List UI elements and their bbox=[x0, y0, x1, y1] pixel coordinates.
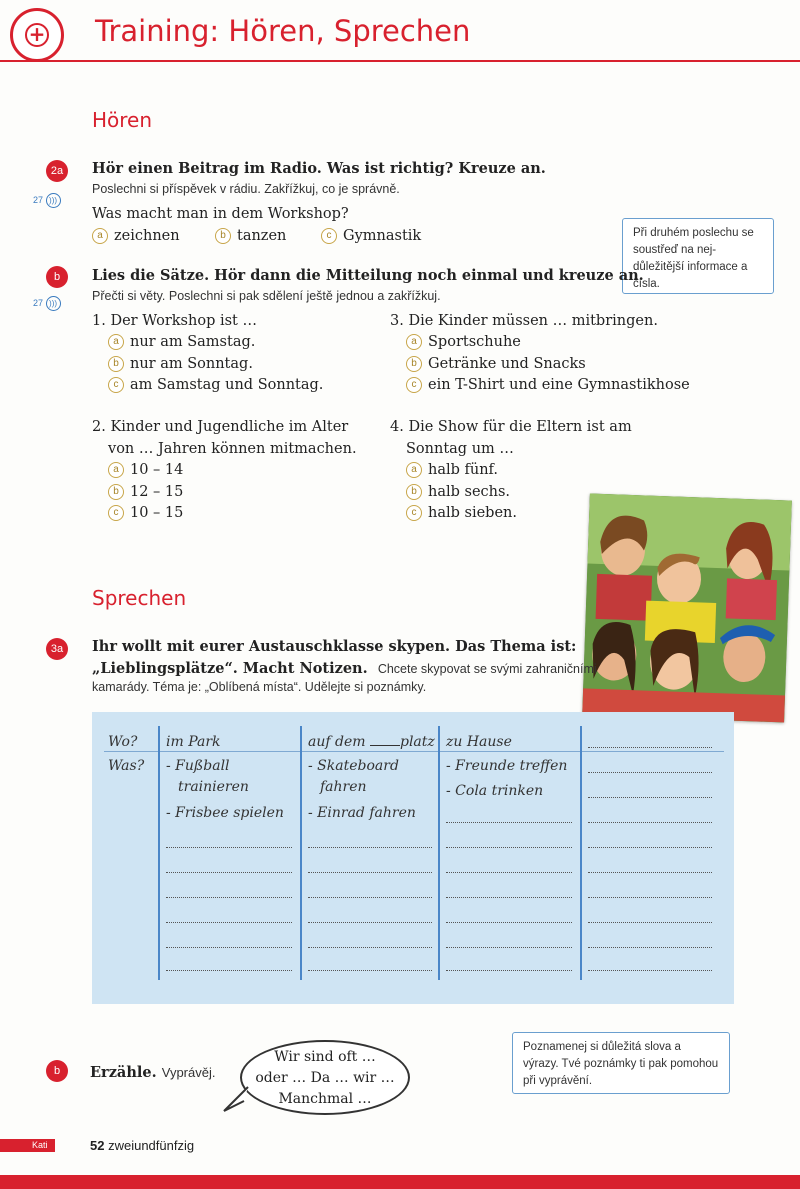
task-badge-b2: b bbox=[46, 1060, 68, 1082]
audio-icon: ))) bbox=[46, 296, 61, 311]
section-heading-hoeren: Hören bbox=[92, 108, 153, 132]
option-text: Sportschuhe bbox=[428, 334, 521, 350]
footer-tag: Kati bbox=[0, 1139, 55, 1152]
track-number: 27 bbox=[33, 194, 44, 205]
option-q2-a[interactable] bbox=[108, 460, 183, 481]
column-divider bbox=[580, 726, 582, 980]
option-text: 10 – 14 bbox=[130, 462, 184, 478]
option-circle: c bbox=[406, 505, 422, 521]
option-q4-b[interactable] bbox=[406, 482, 510, 503]
photo-illustration bbox=[582, 494, 792, 723]
option-circle: a bbox=[406, 462, 422, 478]
writing-line bbox=[166, 922, 292, 923]
option-circle: b bbox=[108, 484, 124, 500]
option-text: Gymnastik bbox=[343, 228, 422, 244]
writing-line bbox=[308, 922, 432, 923]
task-badge-3a: 3a bbox=[46, 638, 68, 660]
writing-line bbox=[588, 772, 712, 773]
writing-line bbox=[588, 847, 712, 848]
column-zu-hause: zu Hause bbox=[446, 734, 512, 750]
task-b-instruction: Lies die Sätze. Hör dann die Mitteilung noch einmal und kreuze an. bbox=[92, 267, 644, 284]
option-text: halb sieben. bbox=[428, 505, 517, 521]
option-text: 10 – 15 bbox=[130, 505, 184, 521]
writing-line bbox=[588, 872, 712, 873]
column-platz: platz bbox=[399, 734, 435, 750]
option-2a-c[interactable] bbox=[321, 226, 421, 247]
writing-line bbox=[166, 970, 292, 971]
task-b2-instruction bbox=[90, 1062, 215, 1081]
writing-line bbox=[588, 747, 712, 748]
column-auf-dem-platz bbox=[308, 730, 435, 754]
option-q2-b[interactable] bbox=[108, 482, 183, 503]
question-2-line2: von … Jahren können mitmachen. bbox=[108, 441, 357, 457]
option-text: nur am Samstag. bbox=[130, 334, 256, 350]
option-circle: c bbox=[321, 228, 337, 244]
option-text: ein T-Shirt und eine Gymnastikhose bbox=[428, 377, 690, 393]
question-2: 2. Kinder und Jugendliche im Alter bbox=[92, 419, 349, 435]
column-im-park: im Park bbox=[166, 734, 221, 750]
option-circle: a bbox=[92, 228, 108, 244]
question-3: 3. Die Kinder müssen … mitbringen. bbox=[390, 313, 658, 329]
task-b2-translation: Vyprávěj. bbox=[161, 1065, 216, 1080]
option-text: halb fünf. bbox=[428, 462, 499, 478]
note-col3-1: - Freunde treffen bbox=[446, 758, 568, 774]
note-col1-2: trainieren bbox=[178, 779, 249, 795]
task-2a-instruction: Hör einen Beitrag im Radio. Was ist richtig? Kreuze an. bbox=[92, 160, 546, 177]
option-2a-a[interactable] bbox=[92, 226, 180, 247]
writing-line bbox=[588, 970, 712, 971]
option-q3-a[interactable] bbox=[406, 332, 521, 353]
writing-line bbox=[588, 922, 712, 923]
page-word: zweiundfünfzig bbox=[108, 1138, 195, 1153]
writing-line bbox=[308, 947, 432, 948]
task-3a-instruction-line2 bbox=[92, 658, 597, 677]
writing-line bbox=[446, 872, 572, 873]
blank-line bbox=[370, 731, 400, 746]
writing-line bbox=[588, 822, 712, 823]
option-text: halb sechs. bbox=[428, 484, 511, 500]
header-rule bbox=[0, 60, 800, 62]
page-title: Training: Hören, Sprechen bbox=[95, 14, 471, 48]
note-col2-3: - Einrad fahren bbox=[308, 805, 416, 821]
writing-line bbox=[166, 897, 292, 898]
question-4-line2: Sonntag um … bbox=[406, 441, 514, 457]
note-col3-2: - Cola trinken bbox=[446, 783, 544, 799]
option-text: Getränke und Snacks bbox=[428, 356, 586, 372]
question-4: 4. Die Show für die Eltern ist am bbox=[390, 419, 632, 435]
option-text: tanzen bbox=[237, 228, 287, 244]
bubble-line: oder … Da … wir … bbox=[255, 1070, 395, 1086]
writing-line bbox=[446, 922, 572, 923]
writing-line bbox=[308, 847, 432, 848]
column-divider bbox=[300, 726, 302, 980]
tip-box-listening: Při druhém poslechu se soustřeď na nej-důležitější informace a čísla. bbox=[622, 218, 774, 294]
speech-bubble-text bbox=[250, 1047, 400, 1110]
option-circle: b bbox=[215, 228, 231, 244]
task-3a-translation-1: Chcete skypovat se svými zahraničními bbox=[377, 662, 597, 676]
option-circle: a bbox=[108, 334, 124, 350]
audio-track-b bbox=[33, 296, 61, 311]
option-circle: c bbox=[406, 377, 422, 393]
note-col2-1: - Skateboard bbox=[308, 758, 399, 774]
task-3a-topic: „Lieblingsplätze“. Macht Notizen. bbox=[92, 660, 368, 677]
option-circle: c bbox=[108, 505, 124, 521]
option-text: zeichnen bbox=[114, 228, 180, 244]
option-q1-a[interactable] bbox=[108, 332, 255, 353]
option-q4-c[interactable] bbox=[406, 503, 517, 524]
option-q1-c[interactable] bbox=[108, 375, 323, 396]
row-label-was: Was? bbox=[108, 758, 145, 774]
option-text: 12 – 15 bbox=[130, 484, 184, 500]
option-circle: b bbox=[108, 356, 124, 372]
bubble-line: Wir sind oft … bbox=[274, 1049, 376, 1065]
column-divider bbox=[158, 726, 160, 980]
column-divider bbox=[438, 726, 440, 980]
audio-icon: ))) bbox=[46, 193, 61, 208]
track-number: 27 bbox=[33, 297, 44, 308]
option-circle: b bbox=[406, 484, 422, 500]
option-q2-c[interactable] bbox=[108, 503, 183, 524]
task-badge-2a: 2a bbox=[46, 160, 68, 182]
writing-line bbox=[446, 970, 572, 971]
task-3a-translation-2: kamarády. Téma je: „Oblíbená místa“. Udělejte si poznámky. bbox=[92, 680, 427, 694]
speech-bubble-tail bbox=[222, 1085, 252, 1115]
writing-line bbox=[166, 847, 292, 848]
footer-bar bbox=[0, 1175, 800, 1189]
writing-line bbox=[446, 947, 572, 948]
option-text: nur am Sonntag. bbox=[130, 356, 253, 372]
option-q3-c[interactable] bbox=[406, 375, 690, 396]
note-col2-2: fahren bbox=[320, 779, 367, 795]
notes-sheet bbox=[92, 712, 734, 1004]
option-text: am Samstag und Sonntag. bbox=[130, 377, 324, 393]
writing-line bbox=[308, 872, 432, 873]
bubble-line: Manchmal … bbox=[278, 1091, 372, 1107]
column-auf-dem: auf dem bbox=[308, 734, 366, 750]
teens-group-photo bbox=[582, 494, 792, 723]
option-circle: c bbox=[108, 377, 124, 393]
task-b2-text: Erzähle. bbox=[90, 1064, 157, 1081]
option-q4-a[interactable] bbox=[406, 460, 498, 481]
task-2a-translation: Poslechni si příspěvek v rádiu. Zakřížkuj, co je správně. bbox=[92, 182, 400, 196]
question-1: 1. Der Workshop ist … bbox=[92, 313, 257, 329]
option-circle: b bbox=[406, 356, 422, 372]
writing-line bbox=[588, 897, 712, 898]
row-label-wo: Wo? bbox=[108, 734, 138, 750]
writing-line bbox=[308, 970, 432, 971]
writing-line bbox=[308, 897, 432, 898]
audio-track-2a bbox=[33, 193, 61, 208]
page-number: 52 bbox=[90, 1138, 105, 1153]
writing-line bbox=[446, 847, 572, 848]
writing-line bbox=[166, 947, 292, 948]
writing-line bbox=[588, 947, 712, 948]
writing-line bbox=[446, 897, 572, 898]
writing-line bbox=[166, 872, 292, 873]
task-badge-b: b bbox=[46, 266, 68, 288]
option-circle: a bbox=[108, 462, 124, 478]
writing-line bbox=[588, 797, 712, 798]
note-col1-1: - Fußball bbox=[166, 758, 230, 774]
option-2a-b[interactable] bbox=[215, 226, 286, 247]
task-b-translation: Přečti si věty. Poslechni si pak sdělení ještě jednou a zakřížkuj. bbox=[92, 289, 441, 303]
tip-box-speaking: Poznamenej si důležitá slova a výrazy. Tvé poznámky ti pak pomohou při vyprávění. bbox=[512, 1032, 730, 1094]
task-3a-instruction-line1: Ihr wollt mit eurer Austauschklasse skypen. Das Thema ist: bbox=[92, 638, 577, 655]
page-footer bbox=[90, 1138, 194, 1153]
option-q1-b[interactable] bbox=[108, 354, 253, 375]
note-col1-3: - Frisbee spielen bbox=[166, 805, 284, 821]
task-2a-question: Was macht man in dem Workshop? bbox=[92, 206, 349, 222]
option-q3-b[interactable] bbox=[406, 354, 586, 375]
option-circle: a bbox=[406, 334, 422, 350]
section-heading-sprechen: Sprechen bbox=[92, 586, 187, 610]
plus-icon: + bbox=[10, 8, 64, 62]
writing-line bbox=[446, 822, 572, 823]
